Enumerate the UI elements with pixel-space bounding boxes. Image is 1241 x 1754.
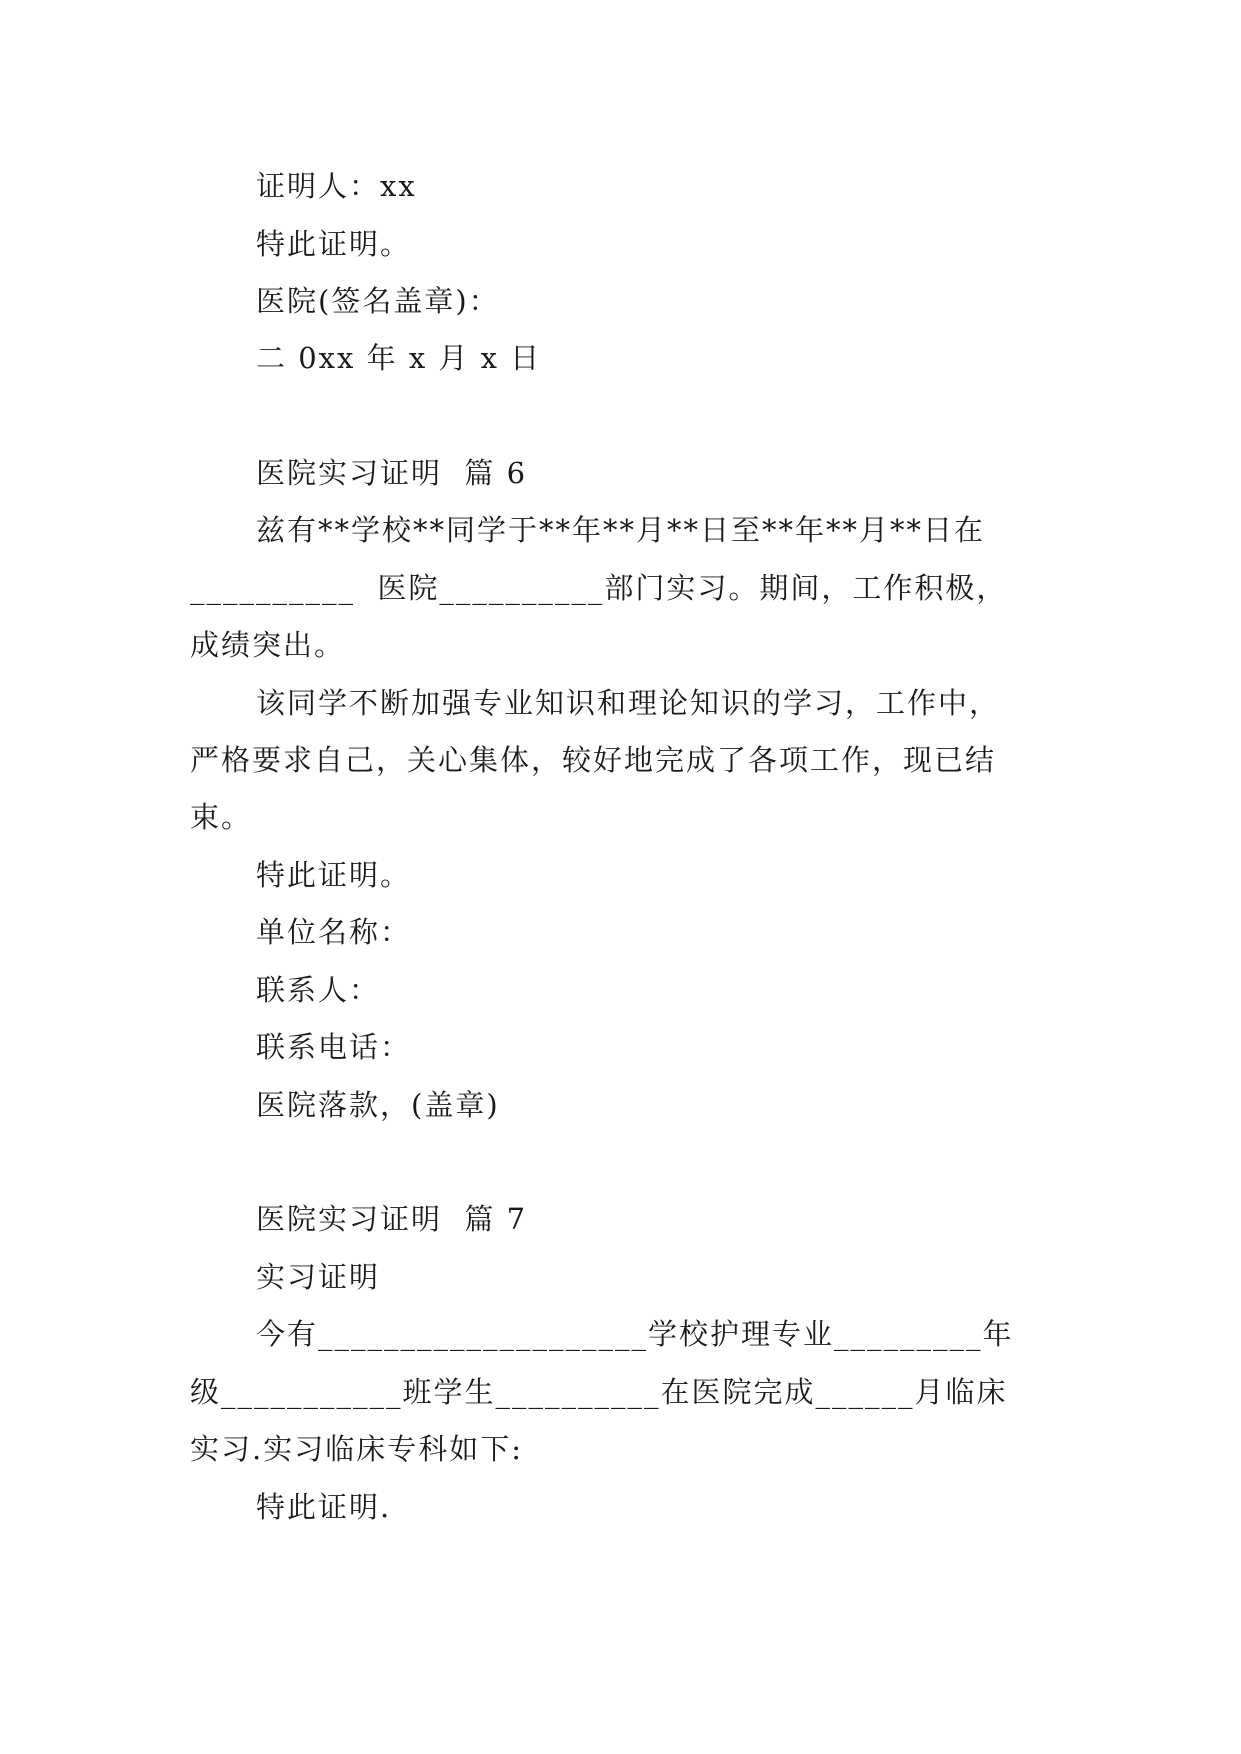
paragraph-line: 该同学不断加强专业知识和理论知识的学习，工作中， (256, 686, 1001, 720)
unit-name-line: 单位名称： (256, 915, 412, 949)
certify-line: 特此证明。 (256, 227, 412, 261)
paragraph-line: 束。 (190, 800, 253, 834)
hospital-sign-line: 医院(签名盖章)： (256, 284, 500, 318)
paragraph-line: 成绩突出。 (190, 628, 346, 662)
section-heading: 医院实习证明 篇 7 (256, 1202, 528, 1236)
seal-line: 医院落款，(盖章) (256, 1088, 500, 1122)
paragraph-line: __________ 医院__________部门实习。期间，工作积极， (190, 571, 1008, 605)
paragraph-line: 今有____________________学校护理专业_________年 (256, 1317, 1014, 1351)
witness-line: 证明人：xx (256, 169, 417, 203)
section-heading: 医院实习证明 篇 6 (256, 456, 528, 490)
paragraph-line: 实习.实习临床专科如下: (190, 1432, 523, 1466)
document-title: 实习证明 (256, 1260, 381, 1294)
certify-line: 特此证明。 (256, 858, 412, 892)
certify-line: 特此证明. (256, 1490, 392, 1524)
paragraph-line: 兹有**学校**同学于**年**月**日至**年**月**日在 (256, 513, 986, 547)
paragraph-line: 严格要求自己，关心集体，较好地完成了各项工作，现已结 (190, 743, 997, 777)
paragraph-line: 级___________班学生__________在医院完成______月临床 (190, 1375, 1008, 1409)
date-line: 二 0xx 年 x 月 x 日 (256, 341, 542, 375)
phone-line: 联系电话： (256, 1030, 412, 1064)
contact-line: 联系人： (256, 973, 381, 1007)
